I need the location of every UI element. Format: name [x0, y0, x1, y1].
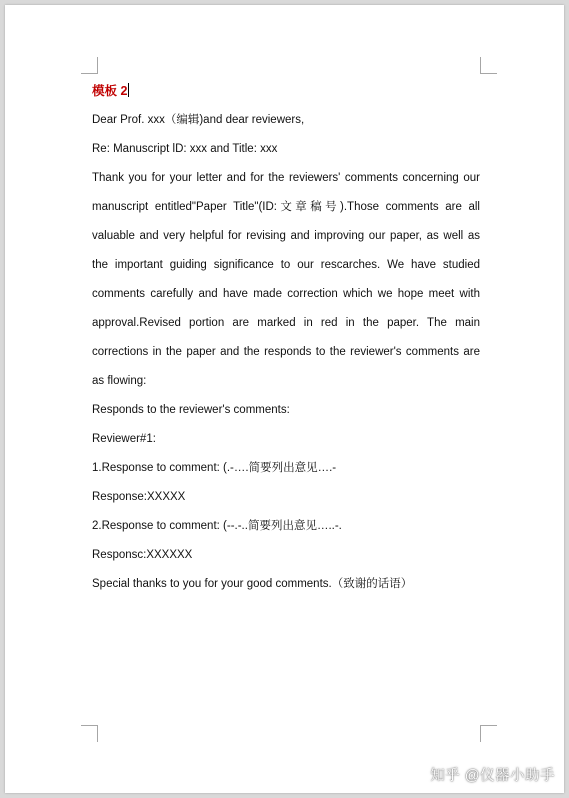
salutation: Dear Prof. xxx（编辑)and dear reviewers, [92, 114, 305, 126]
response-1-comment: 1.Response to comment: (.-….简要列出意见….- [92, 462, 337, 474]
watermark: 知乎 @仪器小助手 [430, 768, 555, 784]
margin-corner-top-left [81, 57, 98, 74]
document-page [5, 5, 564, 793]
response-1-answer: Response:XXXXX [92, 491, 186, 503]
template-title: 模板 2 [92, 84, 128, 98]
reviewer-label: Reviewer#1: [92, 433, 156, 445]
responds-heading: Responds to the reviewer's comments: [92, 404, 290, 416]
document-body[interactable] [92, 77, 480, 599]
response-2-comment: 2.Response to comment: (--.-..简要列出意见…..-. [92, 520, 342, 532]
body-paragraph: Thank you for your letter and for the reviewers' comments concerning our manuscript entitled"Paper Title"(ID:文章稿号).Those comments are all valuable and very helpful for revising and improving our paper, as well as the important guiding significance to our rescarches. We have studied comments carefully and have made correction which we hope meet with approval.Revised portion are marked in red in the paper. The main corrections in the paper and the responds to the reviewer's comments are as flowing: [92, 172, 480, 387]
response-2-answer: Responsc:XXXXXX [92, 549, 193, 561]
margin-corner-bottom-right [480, 725, 497, 742]
closing-line: Special thanks to you for your good comments.（致谢的话语） [92, 578, 413, 590]
margin-corner-top-right [480, 57, 497, 74]
text-cursor [128, 83, 129, 97]
margin-corner-bottom-left [81, 725, 98, 742]
manuscript-reference: Re: Manuscript lD: xxx and Title: xxx [92, 143, 278, 155]
